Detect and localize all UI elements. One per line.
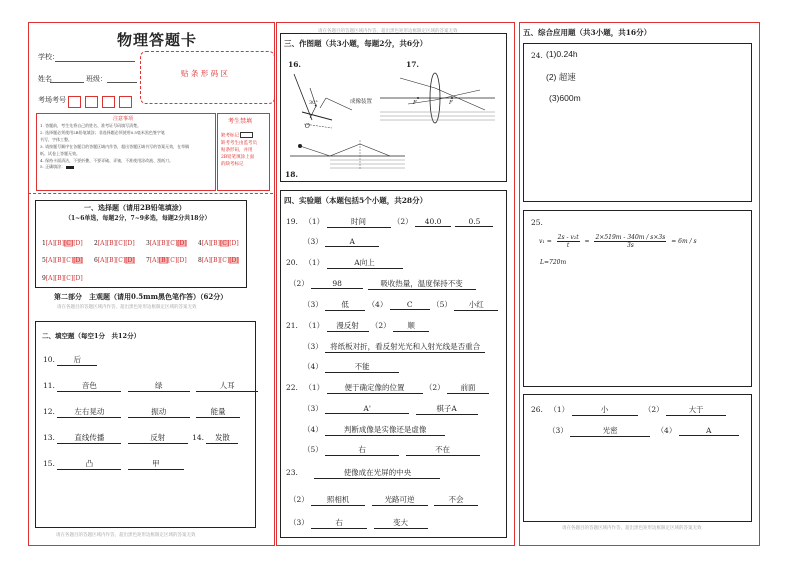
- right-bottom-note: 请在各题目的答题区域内作答，超出黑色矩形边框限定区域的答案无效: [562, 526, 702, 531]
- q21-row3: [303, 361, 399, 373]
- formula-eq: =: [584, 238, 590, 245]
- device-label: 成像装置: [350, 99, 373, 105]
- q23-answer-2c: 不会: [434, 494, 478, 506]
- exam-no-boxes[interactable]: [68, 93, 136, 112]
- q20-answer-1: A向上: [327, 257, 403, 269]
- q10-answer: 后: [57, 354, 97, 366]
- choice-bubble-c[interactable]: [C]: [167, 257, 178, 264]
- q26-row2: [548, 425, 739, 437]
- choice-bubble-d[interactable]: [D]: [73, 257, 83, 264]
- choice-bubble-c[interactable]: [C]: [219, 240, 230, 247]
- q23-answer-2: 照相机: [311, 494, 365, 506]
- choice-number: 3: [146, 240, 150, 247]
- q11-answer-3: 人耳: [196, 380, 258, 392]
- q11-answer-2: 绿: [128, 380, 190, 392]
- q12-answer-2: 振动: [128, 406, 190, 418]
- q19-row1: [286, 216, 493, 228]
- q21-part3: （3）: [303, 342, 323, 351]
- q23-answer-3b: 变大: [374, 517, 428, 529]
- exam-no-label: 考场考号: [38, 96, 66, 104]
- notice-line: 3. 请按题号顺序在各题目的答题区域内作答，超出答题区域书写的答案无效，在草稿: [40, 143, 190, 149]
- choice-bubble-b[interactable]: [B]: [106, 257, 116, 264]
- notice-title: 注意事项: [113, 116, 134, 122]
- choice-number: 4: [198, 240, 202, 247]
- choice-number: 1: [42, 240, 46, 247]
- q12-number: 12.: [43, 407, 55, 416]
- choice-bubble-d[interactable]: [D]: [125, 240, 135, 247]
- choice-bubble-a[interactable]: [A]: [45, 257, 55, 264]
- choice-bubble-a[interactable]: [A]: [201, 240, 211, 247]
- fraction-1: [557, 234, 580, 249]
- q26-answer-1: 小: [572, 404, 638, 416]
- q22-answer-5b: 不在: [406, 444, 480, 456]
- q14-number: 14.: [192, 433, 205, 442]
- fraction-1-den: t: [566, 242, 570, 249]
- q13-answer-2: 反射: [128, 432, 188, 444]
- choice-bubble-b[interactable]: [B]: [158, 240, 168, 247]
- choice-question: [146, 240, 187, 247]
- q23-part3: （3）: [289, 518, 309, 527]
- forbid-line: 2B铅笔填涂上面: [221, 154, 255, 160]
- q20-number: 20.: [286, 258, 298, 267]
- formula-lhs: v₁ =: [539, 238, 552, 245]
- choice-number: 9: [42, 275, 46, 282]
- absent-mark-box[interactable]: [240, 132, 253, 138]
- q21-part1: （1）: [304, 321, 325, 330]
- class-line: [107, 82, 137, 83]
- q22-part5: （5）: [303, 445, 323, 454]
- choice-question: [94, 240, 135, 247]
- angle-label: 30°: [309, 100, 318, 106]
- q21-row1: [286, 320, 429, 332]
- q21-answer-3: 将纸板对折，看反射光光和入射光线是否重合: [325, 341, 485, 353]
- q22-answer-5: 右: [325, 444, 399, 456]
- q22-part2: （2）: [424, 383, 445, 392]
- q19-number: 19.: [286, 217, 298, 226]
- choice-bubble-d[interactable]: [D]: [73, 240, 83, 247]
- choice-number: 5: [42, 257, 46, 264]
- choice-bubble-a[interactable]: [A]: [45, 275, 55, 282]
- q20-answer-4: C: [390, 300, 430, 310]
- q20-answer-3: 低: [325, 299, 365, 311]
- q26-part2: （2）: [643, 405, 664, 414]
- q26-part3: （3）: [548, 426, 568, 435]
- part2-note: 请在各题目的答题区域内作答，超出黑色矩形边框限定区域的答案无效: [57, 305, 197, 310]
- q15-answer-2: 甲: [128, 458, 184, 470]
- choice-bubble-b[interactable]: [B]: [106, 240, 116, 247]
- q19-part1: （1）: [304, 217, 325, 226]
- q22-answer-3: A': [325, 404, 409, 414]
- q23-row3: [289, 517, 428, 529]
- choice-question: [42, 257, 83, 264]
- q15-answer-1: 凸: [57, 458, 121, 470]
- choice-bubble-d[interactable]: [D]: [177, 240, 187, 247]
- barcode-text: 贴 条 形 码 区: [181, 69, 229, 78]
- q26-answer-3: 光密: [570, 425, 650, 437]
- choice-number: 8: [198, 257, 202, 264]
- q22-row3: [303, 424, 445, 436]
- q26-part1: （1）: [549, 405, 570, 414]
- q22-answer-1: 便于确定像的位置: [327, 382, 423, 394]
- q20-answer-5: 小红: [454, 299, 498, 311]
- draw-title: 三、作图题（共3小题，每题2分，共6分）: [284, 39, 428, 48]
- q19-answer-2: 40.0: [415, 217, 451, 227]
- fill-title: 二、填空题（每空1分 共12分）: [42, 332, 141, 340]
- q21-row2: [303, 341, 485, 353]
- choice-bubble-a[interactable]: [A]: [45, 240, 55, 247]
- fraction-1-num: 2s - v₂t: [557, 234, 579, 241]
- choice-bubble-a[interactable]: [A]: [97, 240, 107, 247]
- part2-title: 第二部分 主观题（请用0.5mm黑色笔作答）（62分）: [54, 292, 228, 301]
- q14-answer: 发散: [206, 432, 238, 444]
- q20-row2: [289, 278, 476, 290]
- name-label: 姓名: [38, 75, 52, 83]
- forbid-line: 贴条形码，并用: [221, 147, 253, 153]
- choice-bubble-c[interactable]: [C]: [115, 240, 126, 247]
- choice-bubble-b[interactable]: [B]: [54, 257, 64, 264]
- q22-row1: [286, 382, 489, 394]
- q20-part1: （1）: [304, 258, 325, 267]
- point-o-label: O: [305, 123, 310, 130]
- choice-bubble-c[interactable]: [C]: [63, 275, 74, 282]
- q20-part4: （4）: [367, 300, 388, 309]
- choice-bubble-c[interactable]: [C]: [63, 257, 74, 264]
- choice-number: 2: [94, 240, 98, 247]
- q22-answer-3b: 棋子A: [416, 403, 478, 415]
- notice-lines: [40, 123, 189, 171]
- name-line: [50, 82, 84, 83]
- q25-formula: [539, 234, 697, 249]
- q22-number: 22.: [286, 383, 298, 392]
- q23-answer-2b: 光路可逆: [372, 494, 428, 506]
- q25-number: 25.: [531, 218, 543, 227]
- fill-box: [35, 321, 256, 528]
- forbid-line: 的缺考标记: [221, 161, 244, 167]
- q24-line-1: (1)0.24h: [546, 49, 578, 59]
- q20-part5: （5）: [432, 300, 452, 309]
- notice-line: 5. 正确填涂：: [40, 164, 189, 171]
- q13: [43, 432, 238, 444]
- forbid-lines: [221, 132, 257, 168]
- q11: [43, 380, 258, 392]
- q22-answer-4: 判断成像是实像还是虚像: [325, 424, 445, 436]
- choice-bubble-c[interactable]: [C]: [219, 257, 230, 264]
- notice-line: 纸、试卷上答题无效。: [40, 150, 80, 156]
- f-label-left: F: [413, 100, 417, 106]
- forbid-line: 缺考标记: [221, 132, 257, 140]
- q20-row1: [286, 257, 403, 269]
- q11-answer-1: 音色: [57, 380, 121, 392]
- choice-question: [42, 275, 83, 282]
- part1-subtitle: （1~6单选，每题2分，7~9多选，每题2分共18分）: [65, 215, 211, 222]
- choice-bubble-a[interactable]: [A]: [201, 257, 211, 264]
- q21-answer-2: 顺: [393, 320, 429, 332]
- choice-bubble-d[interactable]: [D]: [229, 257, 239, 264]
- exp-title: 四、实验题（本题包括5个小题，共28分）: [284, 196, 428, 205]
- q24-line-3: (3)600m: [549, 93, 581, 103]
- notice-line: 4. 保持卡面清洁，不要折叠、不要弄破、弄皱，不准使用涂改液、刮纸刀。: [40, 157, 174, 163]
- q20-answer-2b: 吸收热量，温度保持不变: [368, 278, 476, 290]
- part1-title: 一、选择题（请用2B铅笔填涂）: [84, 203, 186, 212]
- q13-number: 13.: [43, 433, 55, 442]
- choice-number: 7: [146, 257, 150, 264]
- choice-bubble-a[interactable]: [A]: [97, 257, 107, 264]
- q12: [43, 406, 240, 418]
- q19-answer-3: A: [325, 237, 379, 247]
- q19-answer-1: 时间: [327, 216, 391, 228]
- q11-number: 11.: [43, 381, 55, 390]
- q23-number: 23.: [286, 468, 298, 477]
- q19-row2: [303, 236, 379, 247]
- q24-number: 24.: [531, 51, 543, 60]
- q23-part2: （2）: [289, 495, 309, 504]
- notice-line: 1. 答题前，考生先将自己的姓名、准考证号码填写清楚。: [40, 123, 142, 128]
- q10: [43, 354, 97, 366]
- q12-answer-1: 左右晃动: [57, 406, 121, 418]
- app-title: 五、综合应用题（共3小题，共16分）: [523, 28, 652, 37]
- q18-diagram: [290, 138, 440, 172]
- q23-row2: [289, 494, 478, 506]
- q25-l: L=720m: [540, 259, 567, 266]
- q22-row4: [303, 444, 480, 456]
- forbid-title: 考生禁填: [228, 118, 253, 125]
- choice-bubble-d[interactable]: [D]: [177, 257, 187, 264]
- q15: [43, 458, 184, 470]
- class-label: 班级：: [86, 75, 107, 83]
- q26-part4: （4）: [656, 426, 677, 435]
- q26-row1: [531, 404, 726, 416]
- school-label: 学校：: [38, 53, 59, 61]
- choice-question: [94, 257, 135, 264]
- choice-bubble-c[interactable]: [C]: [167, 240, 178, 247]
- q19-part2: （2）: [392, 217, 413, 226]
- q21-part2: （2）: [370, 321, 391, 330]
- q20-part2: （2）: [289, 279, 309, 288]
- choice-bubble-a[interactable]: [A]: [149, 240, 159, 247]
- q15-number: 15.: [43, 459, 55, 468]
- q17-number: 17.: [406, 60, 420, 69]
- choice-bubble-d[interactable]: [D]: [73, 275, 83, 282]
- choice-bubble-c[interactable]: [C]: [63, 240, 74, 247]
- q21-number: 21.: [286, 321, 298, 330]
- q24-box: [523, 43, 752, 202]
- q12-answer-3: 能量: [196, 406, 240, 418]
- q21-answer-1: 漫反射: [327, 320, 369, 332]
- choice-bubble-a[interactable]: [A]: [149, 257, 159, 264]
- q22-answer-2: 前面: [447, 382, 489, 394]
- middle-top-note: 请在各题目的答题区域内作答，超出黑色矩形边框限定区域的答案无效: [318, 29, 458, 34]
- q21-part4: （4）: [303, 362, 323, 371]
- q19-answer-2b: 0.5: [455, 217, 493, 227]
- choice-bubble-b[interactable]: [B]: [158, 257, 168, 264]
- q26-answer-4: A: [679, 426, 739, 436]
- fraction-2-den: 3s: [626, 242, 634, 249]
- fraction-2-num: 2×519m - 340m / s×3s: [595, 234, 666, 241]
- choice-bubble-b[interactable]: [B]: [54, 240, 64, 247]
- q26-answer-2: 大于: [666, 404, 726, 416]
- q22-row2: [303, 403, 478, 415]
- left-bottom-note: 请在各题目的答题区域内作答，超出黑色矩形边框限定区域的答案无效: [56, 533, 196, 538]
- q20-part3: （3）: [303, 300, 323, 309]
- q20-answer-2: 98: [311, 279, 363, 289]
- choice-question: [198, 240, 239, 247]
- choice-bubble-c[interactable]: [C]: [115, 257, 126, 264]
- choice-question: [42, 240, 83, 247]
- q19-part3: （3）: [303, 237, 323, 246]
- page-title: 物理答题卡: [117, 31, 198, 49]
- choice-bubble-d[interactable]: [D]: [229, 240, 239, 247]
- q23-answer-3: 右: [311, 517, 367, 529]
- q16-number: 16.: [288, 60, 302, 69]
- choice-bubble-b[interactable]: [B]: [210, 257, 220, 264]
- q22-part3: （3）: [303, 404, 323, 413]
- q20-row3: [303, 299, 498, 311]
- q24-line-2: (2) 超速: [546, 72, 576, 82]
- school-line: [55, 61, 135, 62]
- choice-bubble-b[interactable]: [B]: [210, 240, 220, 247]
- choice-bubble-d[interactable]: [D]: [125, 257, 135, 264]
- q10-number: 10.: [43, 355, 55, 364]
- notice-line: 2. 选择题必须使用2B铅笔填涂；非选择题必须使用0.5毫米黑色签字笔: [40, 129, 165, 135]
- q23-row1: [286, 467, 440, 479]
- choice-question: [146, 257, 187, 264]
- fraction-2: [594, 234, 666, 249]
- q22-part1: （1）: [304, 383, 325, 392]
- q13-answer-1: 直线传播: [57, 432, 121, 444]
- q18-number: 18.: [285, 170, 299, 179]
- choice-number: 6: [94, 257, 98, 264]
- choice-bubble-b[interactable]: [B]: [54, 275, 64, 282]
- forbid-line: 缺考考生由监考员: [221, 140, 257, 146]
- q23-answer-1: 使像成在光屏的中央: [314, 467, 440, 479]
- q22-part4: （4）: [303, 425, 323, 434]
- notice-line: 书写，字体工整。: [40, 136, 72, 142]
- f-label-right: F: [449, 100, 453, 106]
- formula-result: = 6m / s: [671, 238, 697, 245]
- q17-diagram: [380, 66, 500, 126]
- q26-number: 26.: [531, 405, 543, 414]
- tear-line: [28, 193, 273, 194]
- q21-answer-4: 不能: [325, 361, 399, 373]
- choice-question: [198, 257, 239, 264]
